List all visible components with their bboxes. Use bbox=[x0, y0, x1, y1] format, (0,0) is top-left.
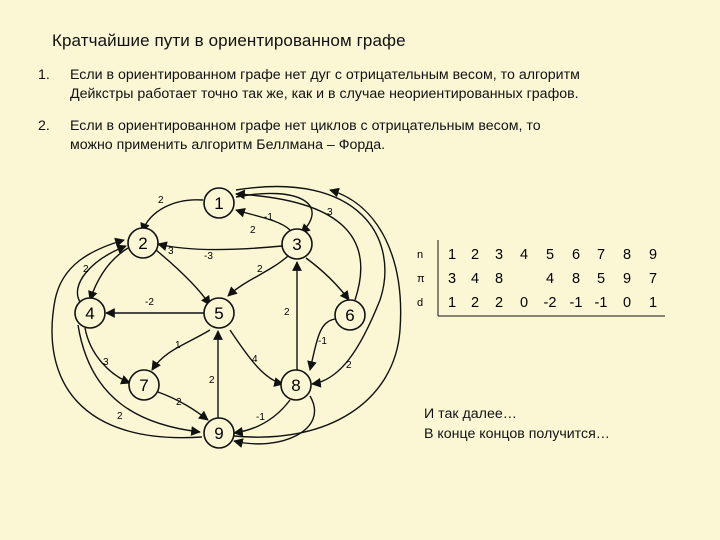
table-cell: 8 bbox=[571, 271, 581, 287]
graph-node-4 bbox=[75, 298, 105, 328]
weight-label: 3 bbox=[327, 207, 333, 218]
weight-label: -1 bbox=[256, 412, 265, 423]
result-table bbox=[417, 240, 665, 316]
graph-node-1 bbox=[204, 188, 234, 218]
edge-3-2 bbox=[158, 244, 282, 250]
list-item-text-line2: можно применить алгоритм Беллмана – Форда. bbox=[70, 137, 386, 153]
table-cell: 6 bbox=[571, 247, 581, 263]
node-label: 6 bbox=[345, 306, 355, 325]
list-item-number: 1. bbox=[38, 67, 50, 83]
table-cell: 1 bbox=[648, 295, 658, 311]
table-cell: 3 bbox=[447, 271, 457, 287]
table-row-pi bbox=[448, 271, 657, 287]
list-item-text-line1: Если в ориентированном графе нет циклов с отрицательным весом, то bbox=[70, 118, 541, 134]
weight-label: 2 bbox=[257, 264, 263, 275]
edge-3-6 bbox=[306, 258, 349, 300]
node-label: 3 bbox=[292, 235, 302, 254]
weight-label: 2 bbox=[176, 397, 182, 408]
graph-node-9 bbox=[204, 418, 234, 448]
footer-line-1: И так далее… bbox=[424, 406, 517, 422]
edge-3-5 bbox=[228, 256, 288, 296]
weight-label: 2 bbox=[284, 307, 290, 318]
weight-label: 3 bbox=[103, 357, 109, 368]
weight-label: 2 bbox=[209, 375, 215, 386]
table-row-label-n: n bbox=[417, 249, 424, 261]
node-label: 9 bbox=[214, 424, 224, 443]
node-label: 5 bbox=[214, 304, 224, 323]
table-cell: 0 bbox=[622, 295, 632, 311]
graph-node-2 bbox=[128, 228, 158, 258]
weight-label: 2 bbox=[83, 264, 89, 275]
weight-label: 2 bbox=[158, 195, 164, 206]
table-cell: 4 bbox=[545, 271, 555, 287]
edge-2-5 bbox=[156, 250, 210, 305]
footer-line-2: В конце концов получится… bbox=[424, 426, 610, 442]
weight-label: 4 bbox=[252, 354, 258, 365]
table-row-label-d: d bbox=[417, 297, 424, 309]
list-item-text-line1: Если в ориентированном графе нет дуг с отрицательным весом, то алгоритм bbox=[70, 67, 580, 83]
graph-node-6 bbox=[335, 300, 365, 330]
table-cell: 1 bbox=[447, 295, 457, 311]
node-label: 7 bbox=[139, 376, 149, 395]
node-label: 1 bbox=[214, 194, 224, 213]
weight-label: -1 bbox=[264, 212, 273, 223]
edge-2-4 bbox=[90, 248, 128, 300]
table-cell: 8 bbox=[494, 271, 504, 287]
table-cell: 4 bbox=[519, 247, 529, 263]
graph-node-8 bbox=[281, 370, 311, 400]
table-cell: -1 bbox=[569, 295, 583, 311]
page-title: Кратчайшие пути в ориентированном графе bbox=[52, 31, 406, 50]
weight-label: 3 bbox=[168, 246, 174, 257]
table-cell: 2 bbox=[494, 295, 504, 311]
graph-node-5 bbox=[204, 298, 234, 328]
table-cell: 2 bbox=[470, 247, 480, 263]
table-row-label-pi: π bbox=[417, 273, 425, 285]
edge-9-outer bbox=[234, 190, 401, 437]
weight-label: -2 bbox=[145, 297, 154, 308]
edge-7-9 bbox=[158, 392, 208, 420]
graph-node-3 bbox=[282, 229, 312, 259]
weight-label: 1 bbox=[175, 340, 181, 351]
node-label: 8 bbox=[291, 376, 301, 395]
edge-3-1 bbox=[236, 210, 290, 230]
edge-4-7 bbox=[85, 328, 130, 383]
graph-nodes bbox=[75, 188, 365, 448]
list-item-number: 2. bbox=[38, 118, 50, 134]
table-cell: 3 bbox=[494, 247, 504, 263]
weight-label: 2 bbox=[346, 360, 352, 371]
weight-label: -3 bbox=[204, 251, 213, 262]
table-row-d bbox=[448, 295, 657, 311]
table-row-n bbox=[448, 247, 657, 263]
table-cell: 0 bbox=[519, 295, 529, 311]
table-cell: 1 bbox=[447, 247, 457, 263]
table-cell: 9 bbox=[622, 271, 632, 287]
table-cell: 4 bbox=[470, 271, 480, 287]
weight-label: 2 bbox=[250, 225, 256, 236]
edge-1-2 bbox=[142, 200, 203, 232]
weight-label: 2 bbox=[117, 411, 123, 422]
table-cell: -2 bbox=[543, 295, 557, 311]
table-cell: 5 bbox=[596, 271, 606, 287]
list-item-text-line2: Дейкстры работает точно так же, как и в случае неориентированных графов. bbox=[70, 86, 579, 102]
table-cell: 7 bbox=[648, 271, 658, 287]
node-label: 2 bbox=[138, 234, 148, 253]
table-cell: 7 bbox=[596, 247, 606, 263]
node-label: 4 bbox=[85, 304, 95, 323]
table-cell: 5 bbox=[545, 247, 555, 263]
edge-5-7 bbox=[152, 330, 210, 370]
table-cell: -1 bbox=[594, 295, 608, 311]
weight-label: -1 bbox=[318, 336, 327, 347]
table-cell: 9 bbox=[648, 247, 658, 263]
graph-node-7 bbox=[129, 370, 159, 400]
table-cell: 8 bbox=[622, 247, 632, 263]
table-cell: 2 bbox=[470, 295, 480, 311]
